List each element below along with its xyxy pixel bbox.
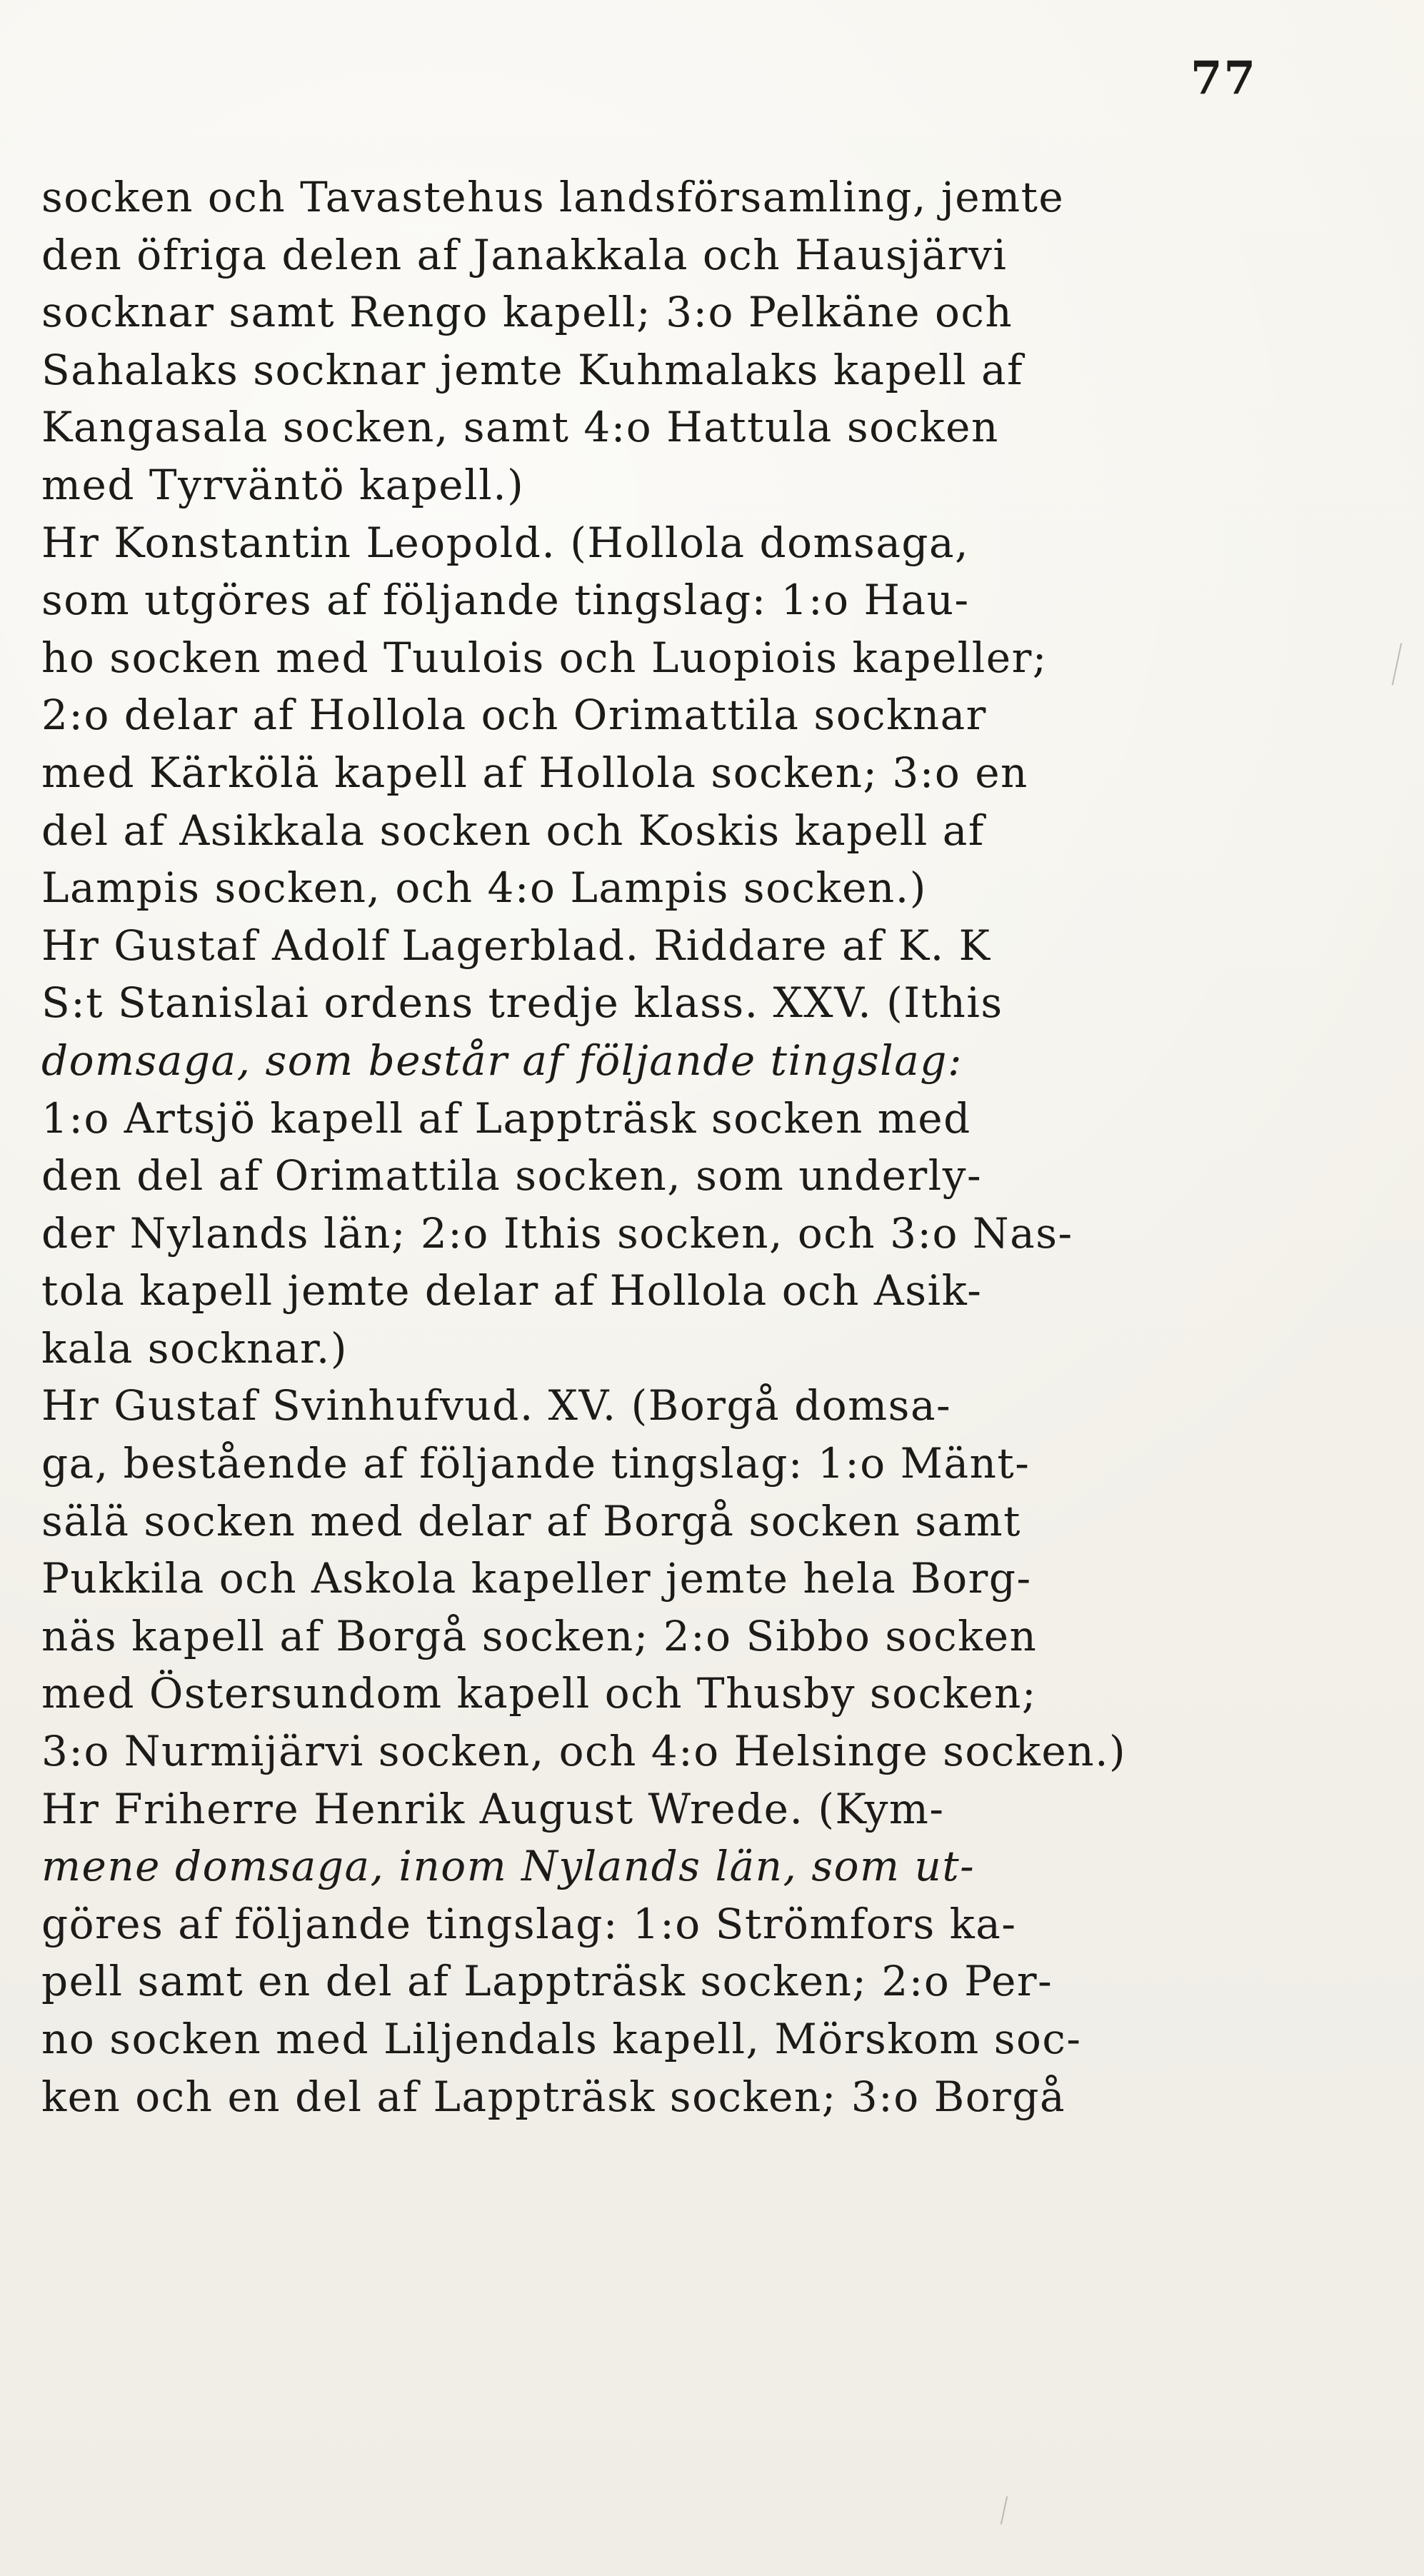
paper-mark-2 <box>1001 2496 1008 2525</box>
text-line-8: som utgöres af följande tingslag: 1:o Hau- <box>41 576 970 625</box>
text-line-28: 3:o Nurmijärvi socken, och 4:o Helsinge socken.) <box>41 1727 1127 1776</box>
text-line-3: socknar samt Rengo kapell; 3:o Pelkäne och <box>41 288 1013 337</box>
text-line-31: göres af följande tingslag: 1:o Strömfors ka- <box>41 1899 1017 1948</box>
text-line-12: del af Asikkala socken och Koskis kapell af <box>41 806 985 855</box>
text-line-23: ga, bestående af följande tingslag: 1:o Mänt- <box>41 1439 1031 1488</box>
text-line-34: ken och en del af Lappträsk socken; 3:o Borgå <box>41 2072 1066 2121</box>
paper-mark-1 <box>1392 643 1402 685</box>
text-line-24: sälä socken med delar af Borgå socken samt <box>41 1496 1021 1545</box>
text-line-7: Hr Konstantin Leopold. (Hollola domsaga, <box>41 518 970 567</box>
text-line-29: Hr Friherre Henrik August Wrede. (Kym- <box>41 1784 945 1833</box>
text-line-6: med Tyrväntö kapell.) <box>41 460 525 509</box>
text-line-17: 1:o Artsjö kapell af Lappträsk socken med <box>41 1093 971 1143</box>
text-line-26: näs kapell af Borgå socken; 2:o Sibbo socken <box>41 1611 1038 1660</box>
text-line-15: S:t Stanislai ordens tredje klass. XXV. (Ithis <box>41 978 1003 1028</box>
text-line-14: Hr Gustaf Adolf Lagerblad. Riddare af K. K <box>41 921 991 970</box>
text-line-11: med Kärkölä kapell af Hollola socken; 3:o en <box>41 748 1028 797</box>
text-line-1: socken och Tavastehus landsförsamling, jemte <box>41 173 1065 221</box>
page-text-block <box>41 169 1305 2125</box>
text-line-13: Lampis socken, och 4:o Lampis socken.) <box>41 863 927 913</box>
text-line-33: no socken med Liljendals kapell, Mörskom soc- <box>41 2015 1082 2063</box>
text-line-2: den öfriga delen af Janakkala och Hausjärvi <box>41 230 1008 279</box>
text-line-4: Sahalaks socknar jemte Kuhmalaks kapell af <box>41 345 1024 394</box>
text-line-25: Pukkila och Askola kapeller jemte hela Borg- <box>41 1554 1032 1603</box>
text-line-19: der Nylands län; 2:o Ithis socken, och 3:o Nas- <box>41 1208 1073 1258</box>
text-line-10: 2:o delar af Hollola och Orimattila socknar <box>41 691 987 740</box>
text-line-27: med Östersundom kapell och Thusby socken; <box>41 1669 1037 1718</box>
text-line-5: Kangasala socken, samt 4:o Hattula socken <box>41 403 999 452</box>
text-line-16: domsaga, som består af följande tingslag: <box>41 1036 963 1085</box>
text-line-20: tola kapell jemte delar af Hollola och Asik- <box>41 1266 983 1315</box>
text-line-32: pell samt en del af Lappträsk socken; 2:o Per- <box>41 1957 1053 2006</box>
text-line-9: ho socken med Tuulois och Luopiois kapeller; <box>41 633 1048 682</box>
text-line-18: den del af Orimattila socken, som underly- <box>41 1151 983 1201</box>
page-number: 77 <box>1190 51 1257 105</box>
text-line-21: kala socknar.) <box>41 1323 348 1373</box>
text-line-30: mene domsaga, inom Nylands län, som ut- <box>41 1842 976 1891</box>
text-line-22: Hr Gustaf Svinhufvud. XV. (Borgå domsa- <box>41 1381 952 1430</box>
